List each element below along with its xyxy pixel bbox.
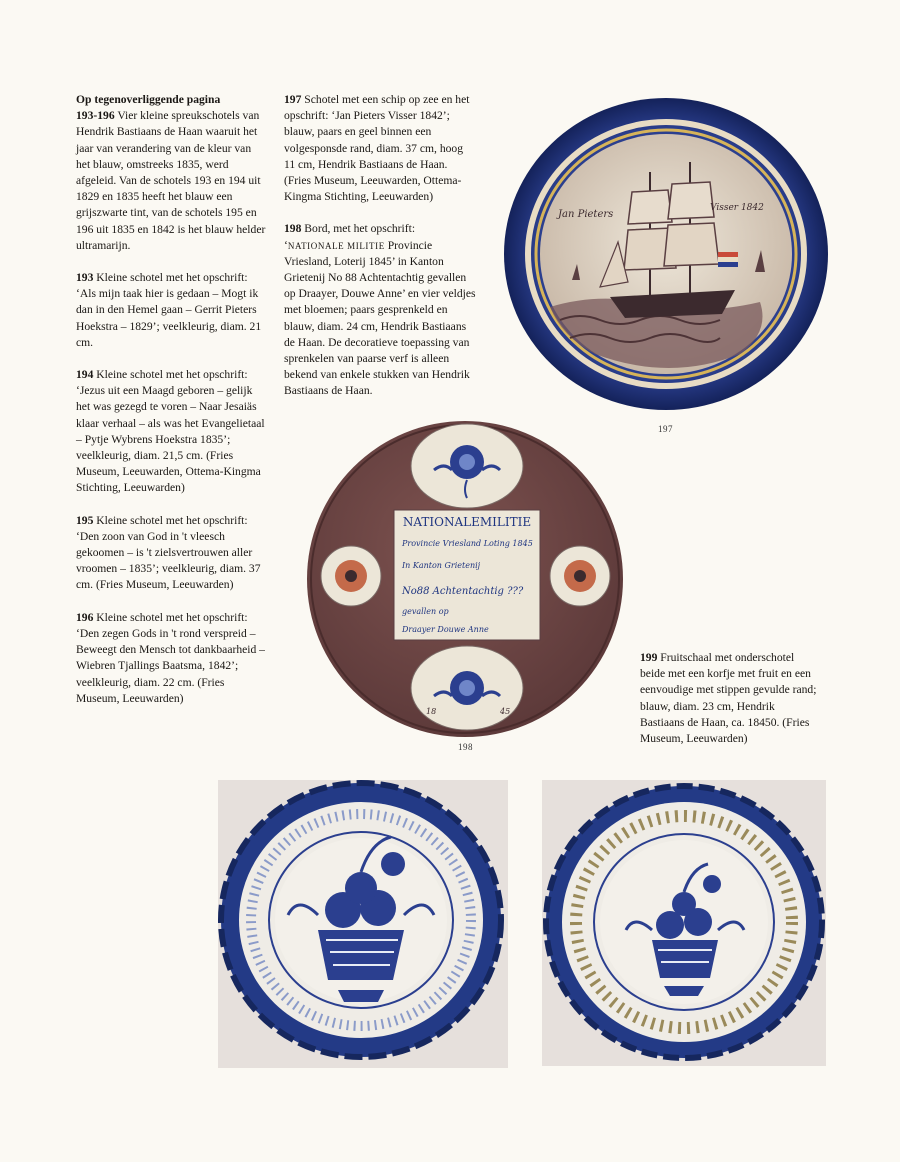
militia-line-3: No88 Achtentachtig ??? bbox=[402, 586, 524, 597]
paragraph-197: 197 Schotel met een schip op zee en het opschrift: ‘Jan Pieters Visser 1842’; blauw, paars en geel binnen een volgesponsde rand, diam. 37 cm, hoog 11 cm, Hendrik Bastiaans de Haan. (Fries Museum, Leeuwarden, Ottema-Kingma Stichting, Leeuwarden) bbox=[284, 93, 470, 204]
rim-year-left: 18 bbox=[426, 707, 437, 716]
caption-198: 198 bbox=[458, 742, 473, 752]
ship-plate-image bbox=[500, 92, 832, 422]
militia-plate-figure bbox=[304, 418, 626, 740]
militia-title: NATIONALEMILITIE bbox=[402, 515, 532, 529]
militia-line-5: Draayer Douwe Anne bbox=[402, 625, 489, 634]
rim-year-right: 45 bbox=[500, 707, 511, 716]
paragraph-199: 199 Fruitschaal met onderschotel beide met een korfje met fruit en een eenvoudige met stippen gevulde rand; blauw, diam. 23 cm, Hendrik Bastiaans de Haan, ca. 18450. (Fries Museum, Leeuwarden) bbox=[640, 651, 817, 746]
militia-line-4: gevallen op bbox=[402, 607, 449, 616]
paragraph-193: 193 Kleine schotel met het opschrift: ‘Als mijn taak hier is gedaan – Mogt ik dan in den Hemel gaan – Gerrit Pieters Hoekstra – 1829’; veelkleurig, diam. 21 cm. bbox=[76, 271, 262, 349]
paragraph-198: 198 Bord, met het opschrift: ‘NATIONALE MILITIE Provincie Vriesland, Loterij 1845’ in Kanton Grietenij No 88 Achtentachtig gevallen op Draayer, Douwe Anne’ en vier veldjes met bloemen; paars gesprenkeld en blauw, diam. 24 cm, Hendrik Bastiaans de Haan. De decoratieve toepassing van sprenkelen van paarse verf is alleen bekend van enkele stukken van Hendrik Bastiaans de Haan. bbox=[284, 222, 476, 398]
paragraph-194: 194 Kleine schotel met het opschrift: ‘Jezus uit een Maagd geboren – gelijk het was gezegd te voren – Naar Jesaiäs klaar verhaal – als was het Evangelietaal – Pytje Wybrens Hoekstra 1835’; veelkleurig, diam. 21,5 cm. (Fries Museum, Leeuwarden, Ottema-Kingma Stichting, Leeuwarden) bbox=[76, 368, 265, 495]
fruit-bowl-photo-right bbox=[542, 780, 826, 1066]
paragraph-195: 195 Kleine schotel met het opschrift: ‘Den zoon van God in 't vleesch gekoomen – is 't zielsvertrouwen aller vroomen – 1835’; veelkleurig, diam. 37 cm. (Fries Museum, Leeuwarden) bbox=[76, 513, 261, 592]
ship-plate-figure bbox=[500, 92, 832, 422]
militia-plate-image bbox=[304, 418, 626, 740]
middle-text-column bbox=[284, 92, 476, 416]
paragraph-193-196: 193-196 Vier kleine spreukschotels van Hendrik Bastiaans de Haan waaruit het jaar van verandering van de kleur van het blauw, omstreeks 1835, werd afgeleid. Van de schotels 193 en 194 uit 1829 en 1835 heeft het blauw een grijszwarte tint, van de schotels 195 en 196 uit 1835 en 1842 is het blauw helder ultramarijn. bbox=[76, 109, 266, 252]
fruit-bowl-left-image bbox=[218, 780, 508, 1068]
ship-inscription-left: Jan Pieters bbox=[558, 209, 614, 220]
militia-line-1: Provincie Vriesland Loting 1845 bbox=[402, 539, 533, 548]
fruit-bowl-right-image bbox=[542, 780, 826, 1066]
right-text-column bbox=[640, 650, 820, 763]
left-text-column bbox=[76, 92, 266, 723]
militia-line-2: In Kanton Grietenij bbox=[402, 561, 481, 570]
caption-197: 197 bbox=[658, 424, 673, 434]
ship-inscription-right: Visser 1842 bbox=[710, 203, 764, 213]
section-heading: Op tegenoverliggende pagina bbox=[76, 93, 221, 106]
paragraph-196: 196 Kleine schotel met het opschrift: ‘Den zegen Gods in 't rond verspreid – Beweegt den Mensch tot dankbaarheid – Wiebren Tjallings Baatsma, 1842’; veelkleurig, diam. 22 cm. (Fries Museum, Leeuwarden) bbox=[76, 610, 265, 705]
fruit-bowl-photo-left bbox=[218, 780, 508, 1068]
